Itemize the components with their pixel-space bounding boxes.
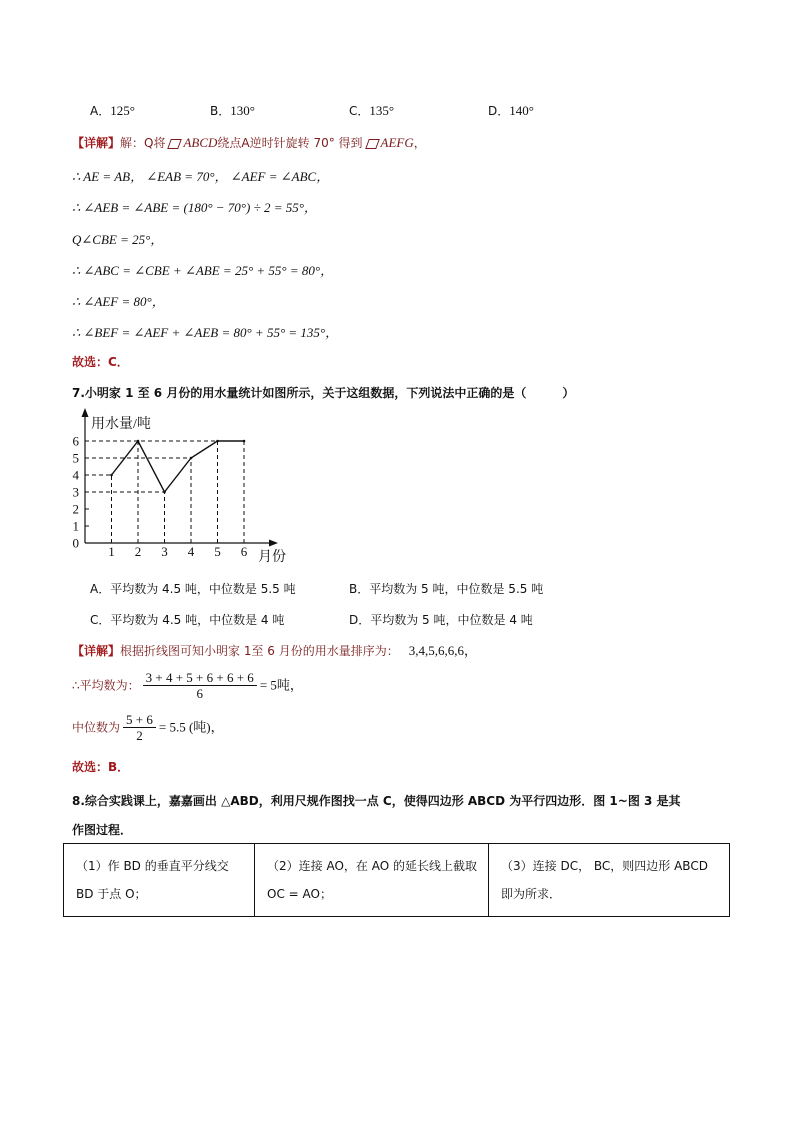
option-value: 140° [509, 103, 534, 118]
sorted-values: 3,4,5,6,6,6， [408, 643, 477, 658]
option-letter: D． [488, 104, 510, 118]
comma: ， [413, 136, 426, 150]
q6-answer: 故选：C． [72, 355, 129, 369]
water-usage-line-chart [60, 408, 300, 568]
median-denominator: 2 [136, 728, 143, 743]
y-tick-label: 3 [72, 484, 79, 500]
series-line [112, 441, 245, 492]
x-tick-label: 6 [240, 544, 248, 559]
q7-mean-line [72, 670, 303, 701]
median-result: = 5.5 (吨)， [158, 719, 224, 735]
x-tick-label: 2 [134, 544, 142, 559]
option-letter: B． [210, 104, 231, 118]
y-tick-label: 6 [72, 433, 79, 449]
solution-intro: 解：Q将 [120, 136, 166, 150]
x-tick-label: 4 [187, 544, 195, 559]
y-tick-label: 0 [72, 535, 79, 551]
q7-option-b: B．平均数为 5 吨，中位数是 5.5 吨 [349, 582, 544, 596]
parallelogram-name: AEFG [380, 135, 414, 150]
q8-question-line1: 8.综合实践课上，嘉嘉画出 △ABD，利用尺规作图找一点 C，使得四边形 ABCD 为平行四边形．图 1~图 3 是其 [72, 794, 681, 808]
q6-option-d [488, 103, 534, 119]
q7-option-c: C．平均数为 4.5 吨，中位数是 4 吨 [90, 613, 285, 627]
solution-text: 根据折线图可知小明家 1至 6 月份的用水量排序为： [120, 644, 399, 658]
q6-solution-line4: Q∠CBE = 25°， [72, 232, 164, 247]
median-fraction [123, 712, 156, 743]
q8-steps-table [63, 843, 730, 917]
mean-label: ∴平均数为： [72, 678, 140, 693]
q6-option-b [210, 103, 255, 119]
data-point [137, 440, 140, 443]
data-point [163, 491, 166, 494]
table-row [64, 844, 730, 917]
x-tick-label: 1 [108, 544, 115, 559]
q6-solution-line2: ∴ AE = AB， ∠EAB = 70°， ∠AEF = ∠ABC， [72, 169, 330, 184]
data-point [190, 457, 193, 460]
mean-denominator: 6 [196, 686, 203, 701]
q7-answer: 故选：B． [72, 760, 130, 774]
y-tick-label: 5 [72, 450, 79, 466]
median-label: 中位数为 [72, 720, 121, 735]
q8-question-line2: 作图过程． [72, 823, 133, 837]
solution-tag: 【详解】 [72, 644, 121, 658]
q7-solution-line1 [72, 643, 477, 659]
x-tick-label: 5 [214, 544, 221, 559]
q6-solution-line3: ∴ ∠AEB = ∠ABE = (180° − 70°) ÷ 2 = 55°， [72, 200, 317, 215]
x-tick-label: 3 [161, 544, 168, 559]
mean-fraction [143, 670, 257, 701]
step-2-cell: （2）连接 AO，在 AO 的延长线上截取 OC = AO； [255, 844, 489, 917]
y-axis-label: 用水量/吨 [91, 417, 151, 432]
q6-solution-line5: ∴ ∠ABC = ∠CBE + ∠ABE = 25° + 55° = 80°， [72, 263, 334, 278]
q6-solution-line1 [72, 135, 426, 151]
option-value: 135° [369, 103, 395, 118]
option-letter: C． [349, 104, 370, 118]
y-tick-label: 2 [72, 501, 79, 517]
data-point [110, 474, 113, 477]
q7-median-line [72, 712, 224, 743]
x-axis-arrow [269, 540, 278, 547]
solution-tag: 【详解】 [72, 136, 121, 150]
q6-option-c [349, 103, 394, 119]
q6-solution-line7: ∴ ∠BEF = ∠AEF + ∠AEB = 80° + 55° = 135°， [72, 325, 339, 340]
step-3-cell: （3）连接 DC， BC，则四边形 ABCD 即为所求． [489, 844, 730, 917]
data-point [216, 440, 219, 443]
q7-option-d: D．平均数为 5 吨，中位数是 4 吨 [349, 613, 533, 627]
q6-option-a [90, 103, 135, 119]
mean-numerator: 3 + 4 + 5 + 6 + 6 + 6 [143, 670, 257, 686]
option-value: 125° [110, 103, 135, 118]
parallelogram-icon [168, 139, 183, 149]
mean-result: = 5吨， [259, 677, 303, 693]
q7-question: 7.小明家 1 至 6 月份的用水量统计如图所示，关于这组数据，下列说法中正确的是（ ） [72, 386, 575, 400]
q6-solution-line6: ∴ ∠AEF = 80°， [72, 294, 165, 309]
option-letter: A． [90, 104, 111, 118]
parallelogram-name: ABCD [183, 135, 218, 150]
rotate-text: 绕点A逆时针旋转 70° 得到 [217, 136, 363, 150]
y-tick-label: 4 [72, 467, 79, 483]
data-point [243, 440, 246, 443]
x-axis-label: 月份 [258, 550, 286, 565]
median-numerator: 5 + 6 [123, 712, 156, 728]
step-1-cell: （1）作 BD 的垂直平分线交 BD 于点 O； [64, 844, 255, 917]
q7-option-a: A．平均数为 4.5 吨，中位数是 5.5 吨 [90, 582, 296, 596]
y-axis-arrow [82, 408, 89, 417]
y-tick-label: 1 [72, 518, 79, 534]
option-value: 130° [230, 103, 255, 118]
parallelogram-icon [365, 139, 380, 149]
